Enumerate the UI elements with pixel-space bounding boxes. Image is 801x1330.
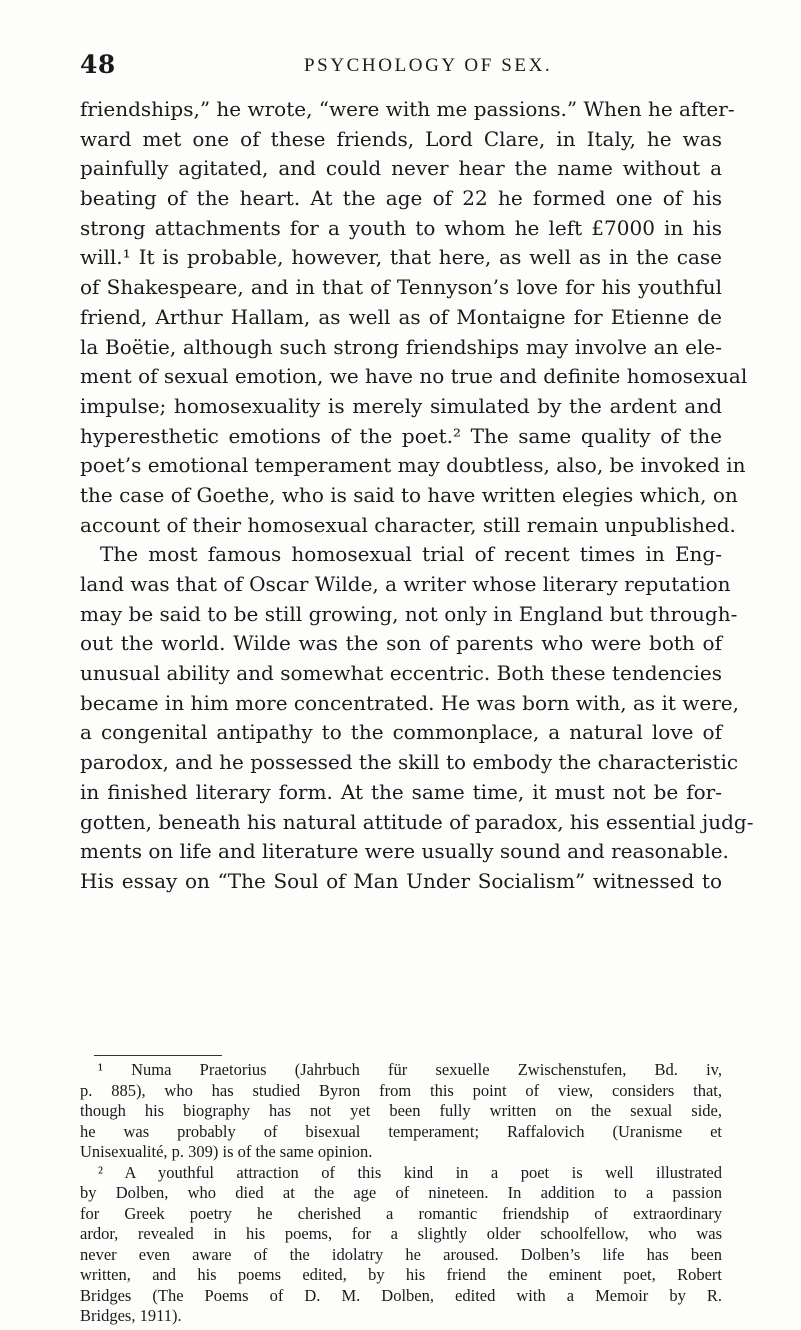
footnote-line: ardor, revealed in his poems, for a slightly older schoolfellow, who was [80,1224,722,1243]
text-line: in finished literary form. At the same time, it must not be for- [80,779,722,804]
footnote-line: written, and his poems edited, by his friend the eminent poet, Robert [80,1265,722,1284]
footnote-line: by Dolben, who died at the age of nineteen. In addition to a passion [80,1183,722,1202]
text-line: became in him more concentrated. He was born with, as it were, [80,690,740,715]
text-line: ments on life and literature were usually sound and reasonable. [80,839,729,864]
text-line: land was that of Oscar Wilde, a writer whose literary reputation [80,572,731,596]
footnote-line: ² A youthful attraction of this kind in a poet is well illustrated [98,1162,722,1182]
footnote-line: Unisexualité, p. 309) is of the same opinion. [80,1142,373,1161]
footnote-line: for Greek poetry he cherished a romantic friendship of extraordinary [80,1203,722,1223]
footnote-line: Bridges, 1911). [80,1306,182,1325]
text-line: a congenital antipathy to the commonplace, a natural love of [80,720,722,745]
text-line: friend, Arthur Hallam, as well as of Montaigne for Etienne de [80,304,722,329]
footnote-line: Bridges (The Poems of D. M. Dolben, edited with a Memoir by R. [80,1285,722,1305]
footnote-line: he was probably of bisexual temperament; Raffalovich (Uranisme et [80,1121,722,1141]
text-line: will.¹ It is probable, however, that here, as well as in the case [80,245,722,270]
text-line: parodox, and he possessed the skill to embody the characteristic [80,750,739,775]
text-line: beating of the heart. At the age of 22 he formed one of his [80,186,722,211]
text-line: out the world. Wilde was the son of parents who were both of [80,631,722,656]
page-header [80,50,720,80]
text-line: ment of sexual emotion, we have no true and definite homosexual [80,364,748,389]
text-line: His essay on “The Soul of Man Under Socialism” witnessed to [80,868,722,893]
text-line: may be said to be still growing, not only in England but through- [80,601,738,626]
footnote-divider [94,1055,222,1056]
text-line: The most famous homosexual trial of recent times in Eng- [100,542,722,567]
text-line: unusual ability and somewhat eccentric. Both these tendencies [80,661,722,686]
text-line: impulse; homosexuality is merely simulated by the ardent and [80,393,722,418]
text-line: of Shakespeare, and in that of Tennyson’s love for his youthful [80,275,722,300]
running-head: PSYCHOLOGY OF SEX. [304,55,553,76]
text-line: poet’s emotional temperament may doubtless, also, be invoked in [80,453,746,478]
text-line: ward met one of these friends, Lord Clare, in Italy, he was [80,126,722,151]
text-line: the case of Goethe, who is said to have written elegies which, on [80,482,738,507]
body-text [80,95,754,897]
text-line: painfully agitated, and could never hear the name without a [80,156,722,181]
text-line: friendships,” he wrote, “were with me passions.” When he after- [80,97,735,121]
text-line: gotten, beneath his natural attitude of paradox, his essential judg- [80,809,754,834]
text-line: hyperesthetic emotions of the poet.² The same quality of the [80,423,722,448]
footnote-line: though his biography has not yet been fully written on the sexual side, [80,1101,722,1120]
page-number: 48 [80,50,116,79]
footnote-line: ¹ Numa Praetorius (Jahrbuch für sexuelle Zwischenstufen, Bd. iv, [98,1060,722,1079]
text-line: strong attachments for a youth to whom he left £7000 in his [80,215,722,240]
footnotes [80,1060,722,1327]
footnote-line: p. 885), who has studied Byron from this point of view, considers that, [80,1080,722,1100]
text-line: account of their homosexual character, still remain unpublished. [80,512,736,537]
footnote-line: never even aware of the idolatry he aroused. Dolben’s life has been [80,1244,722,1264]
text-line: la Boëtie, although such strong friendships may involve an ele- [80,334,722,359]
